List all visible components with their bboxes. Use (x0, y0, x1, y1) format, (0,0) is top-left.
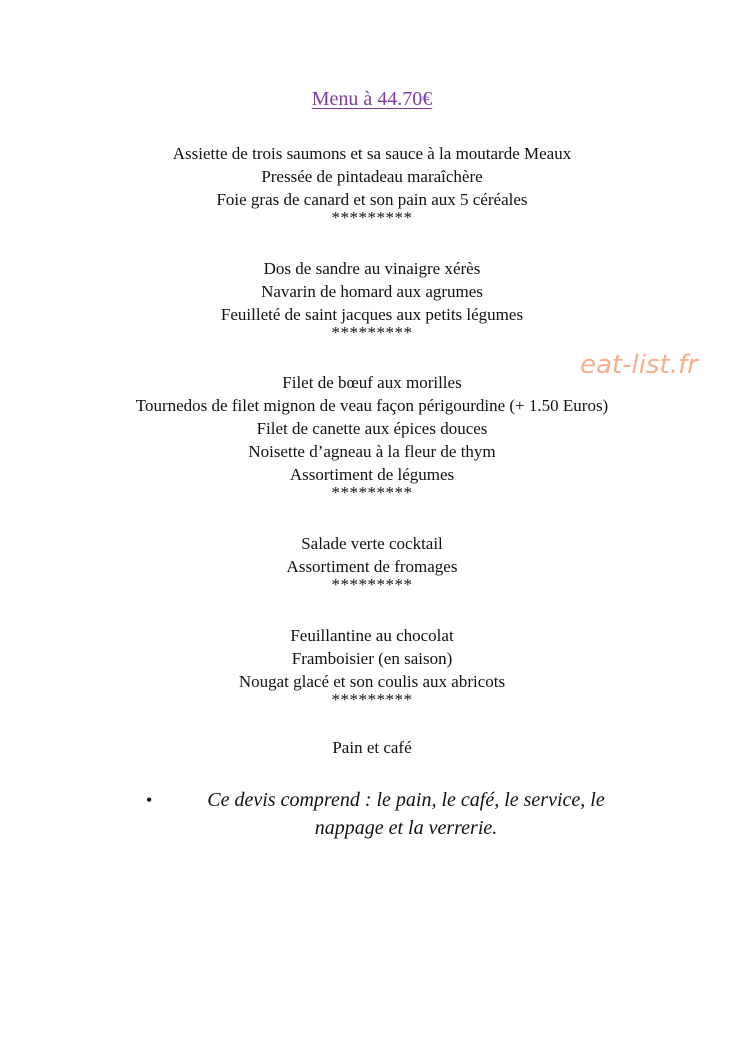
course-separator: ********* (331, 208, 413, 227)
watermark-logo: eat-list.fr (580, 350, 698, 380)
quote-note (146, 786, 646, 842)
dish-item: Assortiment de fromages (286, 557, 458, 576)
dish-item: Navarin de homard aux agrumes (261, 282, 483, 301)
dish-item: Assortiment de légumes (289, 465, 455, 484)
dish-item: Feuillantine au chocolat (290, 626, 454, 645)
course-desserts (0, 624, 744, 707)
course-separator: ********* (331, 483, 413, 502)
dish-item: Framboisier (en saison) (291, 649, 453, 668)
dish-item: Filet de canette aux épices douces (256, 419, 488, 438)
course-cheese (0, 532, 744, 592)
dish-item: Filet de bœuf aux morilles (282, 373, 462, 392)
dish-item: Foie gras de canard et son pain aux 5 céréales (216, 190, 528, 209)
course-separator: ********* (331, 323, 413, 342)
dish-item: Dos de sandre au vinaigre xérès (263, 259, 481, 278)
bullet-icon: • (146, 790, 153, 810)
dish-item: Feuilleté de saint jacques aux petits légumes (220, 305, 524, 324)
menu-title: Menu à 44.70€ (311, 88, 433, 110)
dish-item: Tournedos de filet mignon de veau façon périgourdine (+ 1.50 Euros) (135, 396, 609, 415)
dish-item: Pressée de pintadeau maraîchère (261, 167, 483, 186)
course-mains (0, 371, 744, 500)
dish-item: Salade verte cocktail (301, 534, 443, 553)
closing-line: Pain et café (332, 738, 412, 757)
course-starters (0, 142, 744, 225)
dish-item: Noisette d’agneau à la fleur de thym (248, 442, 496, 461)
course-separator: ********* (331, 575, 413, 594)
course-fish (0, 257, 744, 340)
dish-item: Nougat glacé et son coulis aux abricots (238, 672, 506, 691)
course-separator: ********* (331, 690, 413, 709)
note-line-1: Ce devis comprend : le pain, le café, le service, le (207, 789, 605, 811)
dish-item: Assiette de trois saumons et sa sauce à la moutarde Meaux (172, 144, 572, 163)
note-line-2: nappage et la verrerie. (314, 817, 498, 839)
